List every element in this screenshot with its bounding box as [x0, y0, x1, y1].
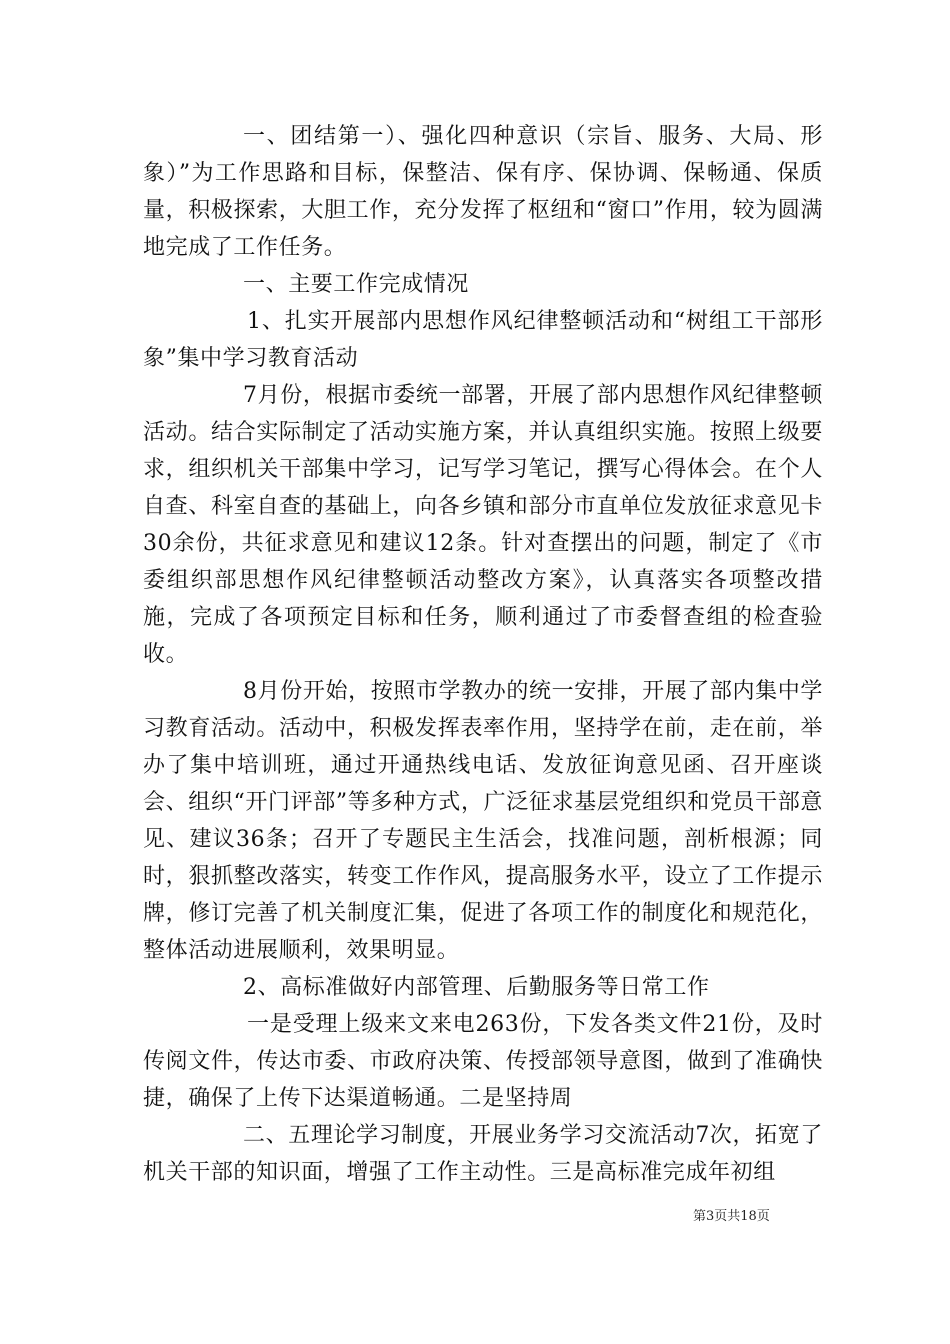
page-number-footer: 第3页共18页	[693, 1209, 770, 1224]
subsection-heading-1: 1、扎实开展部内思想作风纪律整顿活动和“树组工干部形象”集中学习教育活动	[143, 309, 823, 371]
paragraph-august: 8月份开始，按照市学教办的统一安排，开展了部内集中学习教育活动。活动中，积极发挥表率作用，坚持学在前，走在前，举办了集中培训班，通过开通热线电话、发放征询意见函、召开座谈会、组织“开门评部”等多种方式，广泛征求基层党组织和党员干部意见、建议36条；召开了专题民主生活会，找准问题，剖析根源；同时，狠抓整改落实，转变工作作风，提高服务水平，设立了工作提示牌，修订完善了机关制度汇集，促进了各项工作的制度化和规范化，整体活动进展顺利，效果明显。	[143, 679, 823, 963]
paragraph-daily-work: 一是受理上级来文来电263份，下发各类文件21份，及时传阅文件，传达市委、市政府决策、传授部领导意图，做到了准确快捷，确保了上传下达渠道畅通。二是坚持周	[143, 1012, 823, 1111]
section-heading-main-work: 一、主要工作完成情况	[243, 272, 470, 297]
document-body	[143, 118, 823, 1191]
paragraph-intro: 一、团结第一）、强化四种意识（宗旨、服务、大局、形象）”为工作思路和目标，保整洁、保有序、保协调、保畅通、保质量，积极探索，大胆工作，充分发挥了枢纽和“窗口”作用，较为圆满地完成了工作任务。	[143, 124, 823, 260]
subsection-heading-2: 2、高标准做好内部管理、后勤服务等日常工作	[243, 975, 710, 1000]
paragraph-study-system: 二、五理论学习制度，开展业务学习交流活动7次，拓宽了机关干部的知识面，增强了工作主动性。三是高标准完成年初组	[143, 1123, 823, 1185]
paragraph-july: 7月份，根据市委统一部署，开展了部内思想作风纪律整顿活动。结合实际制定了活动实施方案，并认真组织实施。按照上级要求，组织机关干部集中学习，记写学习笔记，撰写心得体会。在个人自查、科室自查的基础上，向各乡镇和部分市直单位发放征求意见卡30余份，共征求意见和建议12条。针对查摆出的问题，制定了《市委组织部思想作风纪律整顿活动整改方案》，认真落实各项整改措施，完成了各项预定目标和任务，顺利通过了市委督查组的检查验收。	[143, 383, 823, 667]
